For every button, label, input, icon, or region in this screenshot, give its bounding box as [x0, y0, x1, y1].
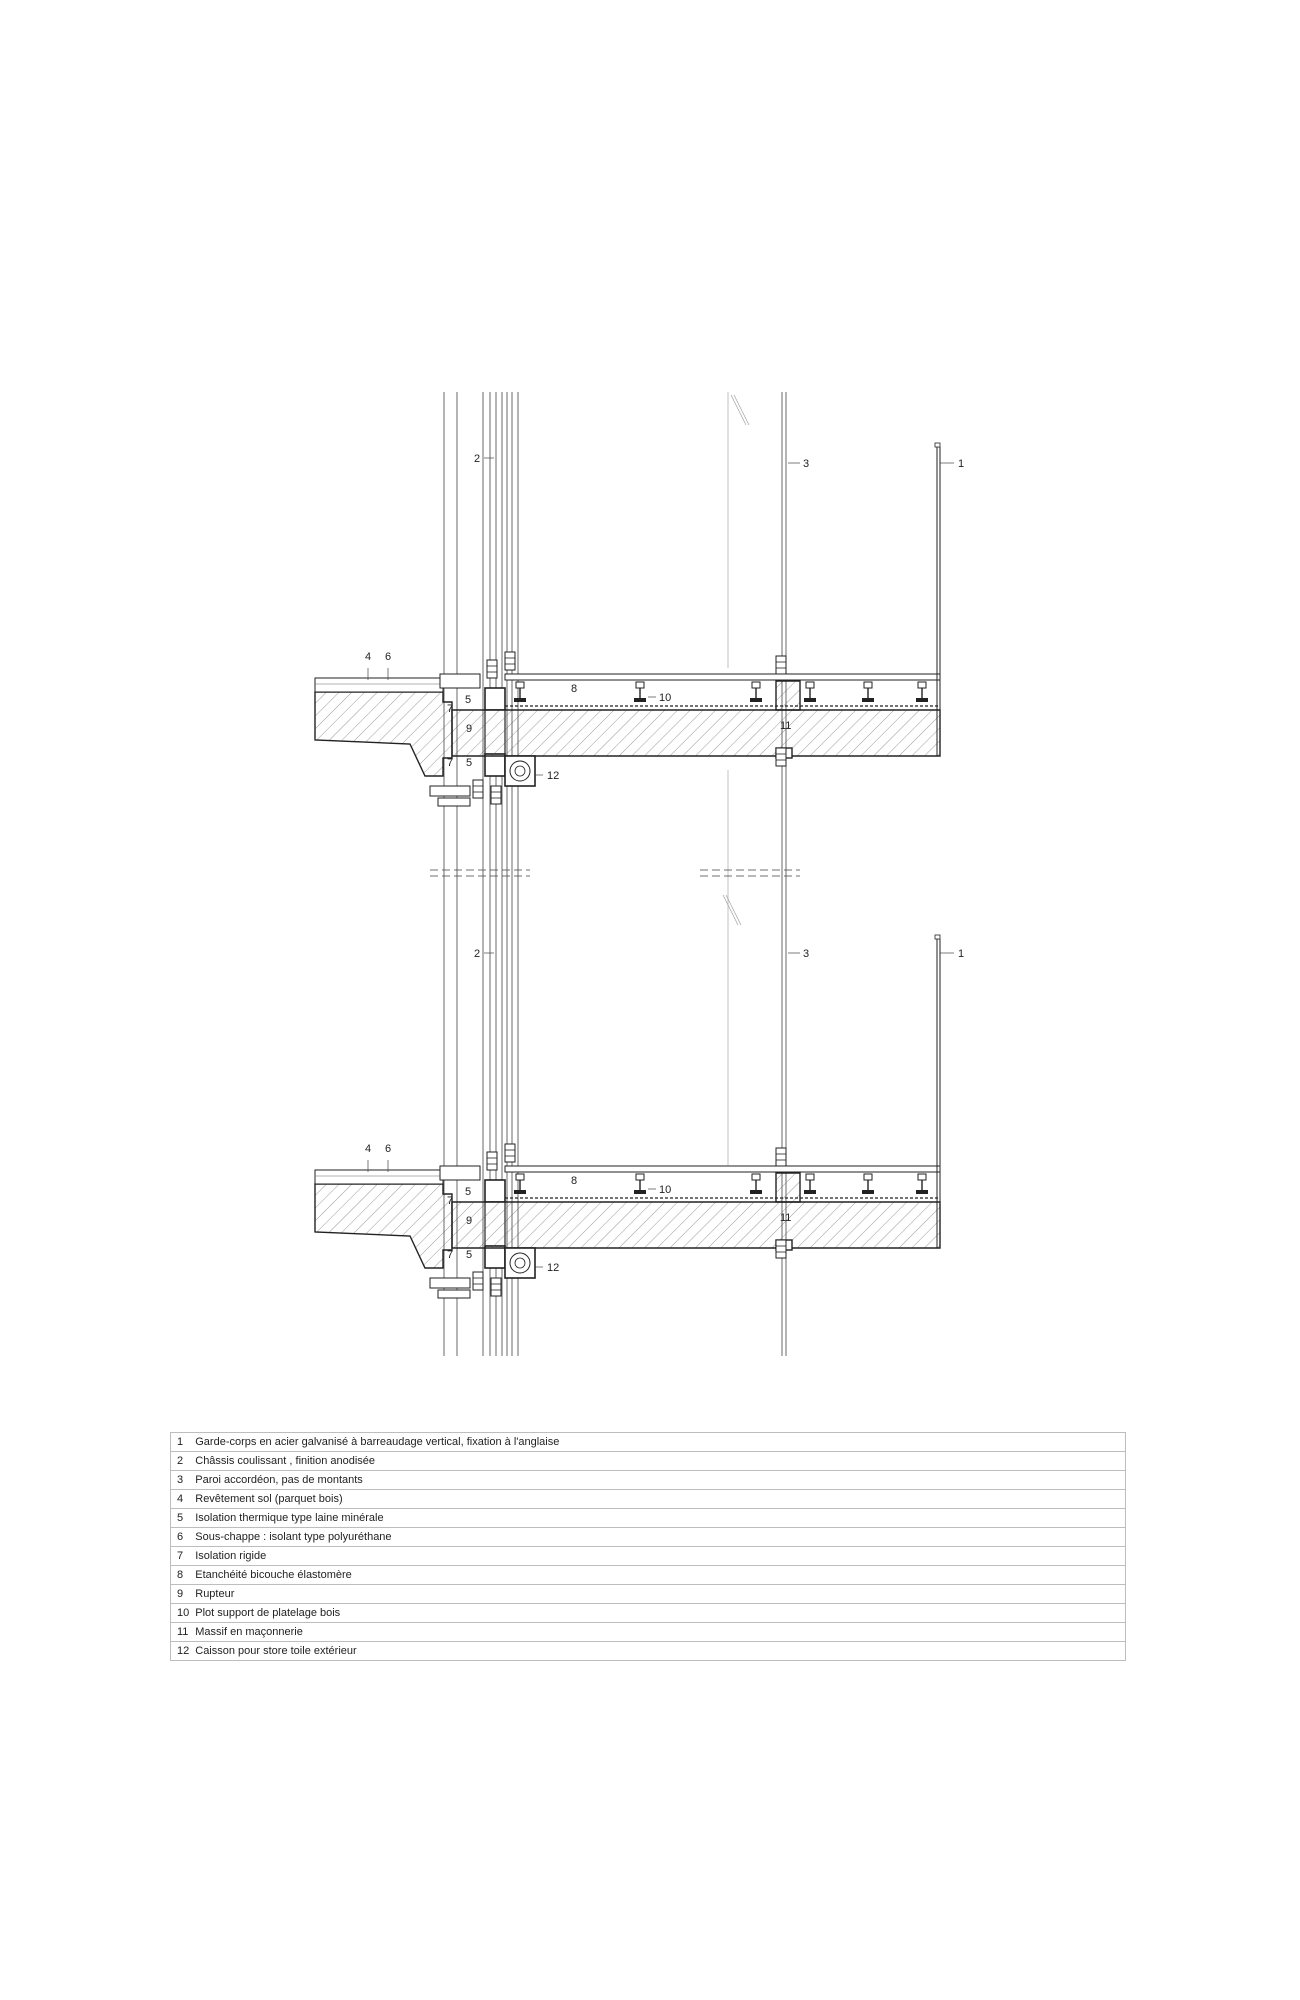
callout-1-lower: 1 [958, 948, 965, 960]
callout-6-lower: 6 [385, 1143, 392, 1155]
callout-4-upper: 4 [365, 651, 372, 663]
callout-5b-upper: 5 [466, 757, 473, 769]
legend-text: Paroi accordéon, pas de montants [191, 1471, 1125, 1490]
callout-3-lower: 3 [803, 948, 810, 960]
callout-12-lower: 12 [547, 1262, 560, 1274]
legend-number: 2 [171, 1452, 192, 1471]
legend-row [171, 1471, 1126, 1490]
legend-row [171, 1433, 1126, 1452]
callout-7b-upper: 7 [447, 757, 454, 769]
legend-number: 1 [171, 1433, 192, 1452]
legend-number: 6 [171, 1528, 192, 1547]
callout-2-lower: 2 [474, 948, 481, 960]
legend-text: Rupteur [191, 1585, 1125, 1604]
legend-number: 7 [171, 1547, 192, 1566]
callout-8-lower: 8 [571, 1175, 578, 1187]
callout-5a-upper: 5 [465, 694, 472, 706]
legend-text: Garde-corps en acier galvanisé à barreaudage vertical, fixation à l'anglaise [191, 1433, 1125, 1452]
legend-row [171, 1566, 1126, 1585]
legend-text: Caisson pour store toile extérieur [191, 1642, 1125, 1661]
callout-1-upper: 1 [958, 458, 965, 470]
callout-6-upper: 6 [385, 651, 392, 663]
callout-7a-upper: 7 [447, 703, 454, 715]
legend-number: 9 [171, 1585, 192, 1604]
callout-11-lower: 11 [780, 1212, 792, 1224]
callout-10-lower: 10 [659, 1184, 672, 1196]
legend-text: Revêtement sol (parquet bois) [191, 1490, 1125, 1509]
callout-3-upper: 3 [803, 458, 810, 470]
legend-row [171, 1623, 1126, 1642]
callout-12-upper: 12 [547, 770, 560, 782]
callout-7a-lower: 7 [447, 1195, 454, 1207]
legend-number: 8 [171, 1566, 192, 1585]
legend-text: Châssis coulissant , finition anodisée [191, 1452, 1125, 1471]
callout-11-upper: 11 [780, 720, 792, 732]
legend-number: 11 [171, 1623, 192, 1642]
callout-9-lower: 9 [466, 1215, 473, 1227]
legend-number: 5 [171, 1509, 192, 1528]
floor-level-lower [315, 935, 964, 1298]
legend-text: Isolation thermique type laine minérale [191, 1509, 1125, 1528]
legend-text: Sous-chappe : isolant type polyuréthane [191, 1528, 1125, 1547]
legend-row [171, 1452, 1126, 1471]
legend-number: 3 [171, 1471, 192, 1490]
legend-row [171, 1509, 1126, 1528]
legend-row [171, 1547, 1126, 1566]
break-line [430, 870, 800, 876]
legend-number: 12 [171, 1642, 192, 1661]
legend-table [170, 1432, 1126, 1661]
legend-text: Etanchéité bicouche élastomère [191, 1566, 1125, 1585]
callout-7b-lower: 7 [447, 1249, 454, 1261]
legend-number: 4 [171, 1490, 192, 1509]
legend-row [171, 1604, 1126, 1623]
callout-5b-lower: 5 [466, 1249, 473, 1261]
legend-row [171, 1528, 1126, 1547]
legend-row [171, 1585, 1126, 1604]
legend-row [171, 1490, 1126, 1509]
callout-5a-lower: 5 [465, 1186, 472, 1198]
legend-number: 10 [171, 1604, 192, 1623]
legend-text: Massif en maçonnerie [191, 1623, 1125, 1642]
legend-row [171, 1642, 1126, 1661]
callout-4-lower: 4 [365, 1143, 372, 1155]
callout-2-upper: 2 [474, 453, 481, 465]
legend-text: Plot support de platelage bois [191, 1604, 1125, 1623]
callout-8-upper: 8 [571, 683, 578, 695]
floor-level-upper [315, 443, 964, 806]
legend-text: Isolation rigide [191, 1547, 1125, 1566]
callout-9-upper: 9 [466, 723, 473, 735]
callout-10-upper: 10 [659, 692, 672, 704]
